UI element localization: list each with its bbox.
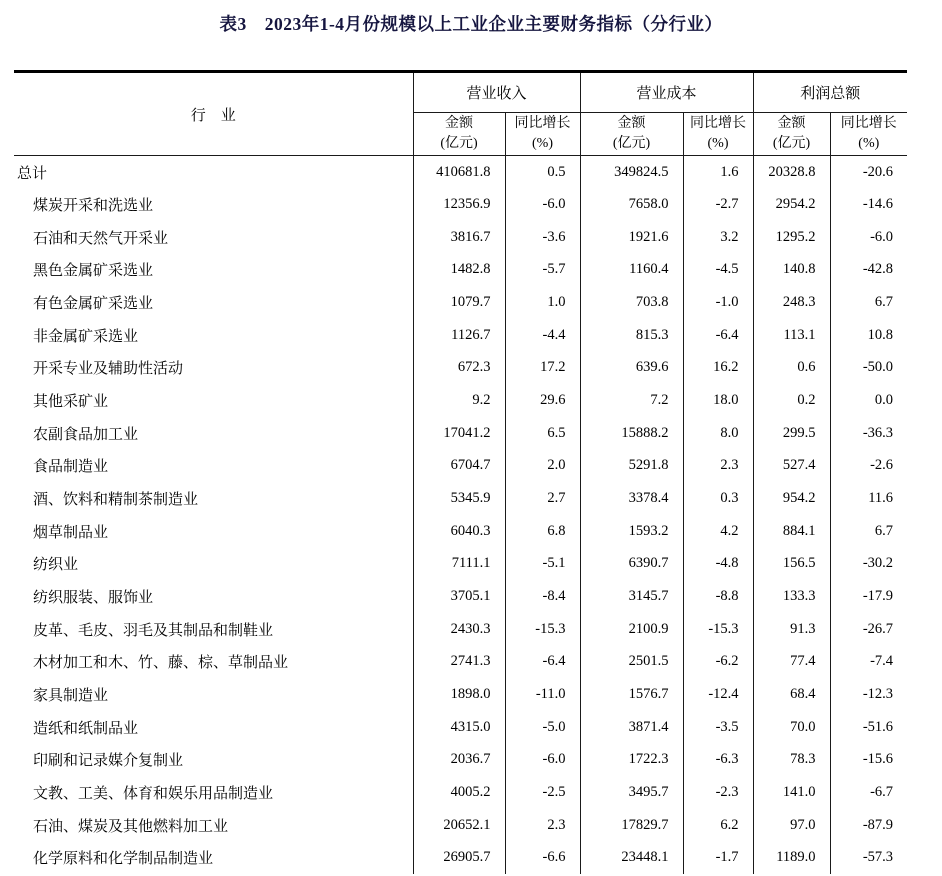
- value-cell: -14.6: [830, 188, 907, 221]
- value-cell: 78.3: [753, 744, 830, 777]
- table-row: [14, 548, 907, 581]
- value-cell: 17041.2: [413, 417, 505, 450]
- financial-indicators-table: [14, 70, 907, 874]
- value-cell: 68.4: [753, 678, 830, 711]
- value-cell: -57.3: [830, 842, 907, 875]
- value-cell: 248.3: [753, 286, 830, 319]
- value-cell: 7658.0: [580, 188, 683, 221]
- value-cell: 26905.7: [413, 842, 505, 875]
- industry-name: 其他采矿业: [33, 394, 109, 411]
- industry-name: 印刷和记录媒介复制业: [33, 753, 184, 770]
- value-cell: 70.0: [753, 711, 830, 744]
- value-cell: -50.0: [830, 352, 907, 385]
- subheader-line2: (亿元): [440, 136, 478, 151]
- value-cell: 527.4: [753, 450, 830, 483]
- value-cell: 15888.2: [580, 417, 683, 450]
- value-cell: -6.7: [830, 776, 907, 809]
- value-cell: 16.2: [683, 352, 753, 385]
- value-cell: 954.2: [753, 482, 830, 515]
- value-cell: 12356.9: [413, 188, 505, 221]
- value-cell: -17.9: [830, 580, 907, 613]
- industry-name: 家具制造业: [33, 688, 109, 705]
- value-cell: 6704.7: [413, 450, 505, 483]
- value-cell: 6.7: [830, 286, 907, 319]
- value-cell: -2.3: [683, 776, 753, 809]
- page-title: 表3 2023年1-4月份规模以上工业企业主要财务指标（分行业）: [219, 14, 723, 34]
- subheader-line1: 金额: [777, 115, 806, 131]
- value-cell: 2501.5: [580, 646, 683, 679]
- value-cell: 672.3: [413, 352, 505, 385]
- value-cell: 113.1: [753, 319, 830, 352]
- value-cell: 20328.8: [753, 156, 830, 189]
- value-cell: 3145.7: [580, 580, 683, 613]
- value-cell: 1295.2: [753, 221, 830, 254]
- industry-name: 造纸和纸制品业: [33, 720, 139, 737]
- value-cell: -3.5: [683, 711, 753, 744]
- subheader-line1: 同比增长: [840, 115, 897, 131]
- table-row: [14, 286, 907, 319]
- subheader-profit-amount: [753, 113, 830, 156]
- value-cell: 5291.8: [580, 450, 683, 483]
- subheader-profit-growth: [830, 113, 907, 156]
- value-cell: 703.8: [580, 286, 683, 319]
- value-cell: -1.0: [683, 286, 753, 319]
- value-cell: 349824.5: [580, 156, 683, 189]
- value-cell: 23448.1: [580, 842, 683, 875]
- value-cell: -15.3: [683, 613, 753, 646]
- value-cell: 2036.7: [413, 744, 505, 777]
- subheader-line1: 同比增长: [514, 115, 571, 131]
- value-cell: 3378.4: [580, 482, 683, 515]
- industry-name: 文教、工美、体育和娱乐用品制造业: [33, 786, 274, 803]
- industry-name: 开采专业及辅助性活动: [33, 361, 184, 378]
- value-cell: -2.7: [683, 188, 753, 221]
- value-cell: 97.0: [753, 809, 830, 842]
- value-cell: 10.8: [830, 319, 907, 352]
- value-cell: 1898.0: [413, 678, 505, 711]
- value-cell: 1126.7: [413, 319, 505, 352]
- value-cell: 0.5: [505, 156, 580, 189]
- value-cell: 6.8: [505, 515, 580, 548]
- value-cell: 6040.3: [413, 515, 505, 548]
- value-cell: 1593.2: [580, 515, 683, 548]
- table-row: [14, 646, 907, 679]
- table-row: [14, 156, 907, 189]
- value-cell: -2.6: [830, 450, 907, 483]
- subheader-cost-growth: [683, 113, 753, 156]
- value-cell: 4315.0: [413, 711, 505, 744]
- subheader-cost-amount: [580, 113, 683, 156]
- value-cell: -5.0: [505, 711, 580, 744]
- industry-name: 食品制造业: [33, 459, 109, 476]
- value-cell: 2954.2: [753, 188, 830, 221]
- value-cell: -6.4: [683, 319, 753, 352]
- value-cell: 7.2: [580, 384, 683, 417]
- value-cell: 1.6: [683, 156, 753, 189]
- industry-name: 煤炭开采和洗选业: [33, 198, 154, 214]
- value-cell: -36.3: [830, 417, 907, 450]
- value-cell: -1.7: [683, 842, 753, 875]
- value-cell: 133.3: [753, 580, 830, 613]
- value-cell: 6390.7: [580, 548, 683, 581]
- value-cell: 0.2: [753, 384, 830, 417]
- value-cell: 0.6: [753, 352, 830, 385]
- value-cell: 410681.8: [413, 156, 505, 189]
- group-header-operating-cost: 营业成本: [580, 72, 753, 113]
- table-row: [14, 580, 907, 613]
- value-cell: -30.2: [830, 548, 907, 581]
- value-cell: 299.5: [753, 417, 830, 450]
- table-row: [14, 352, 907, 385]
- value-cell: 1576.7: [580, 678, 683, 711]
- industry-name: 非金属矿采选业: [33, 328, 139, 345]
- subheader-line1: 同比增长: [690, 115, 747, 131]
- value-cell: 3871.4: [580, 711, 683, 744]
- value-cell: 140.8: [753, 254, 830, 287]
- table-row: [14, 384, 907, 417]
- value-cell: -6.0: [830, 221, 907, 254]
- table-row: [14, 809, 907, 842]
- value-cell: 2.7: [505, 482, 580, 515]
- value-cell: -4.8: [683, 548, 753, 581]
- value-cell: 2.3: [683, 450, 753, 483]
- subheader-line1: 金额: [617, 115, 646, 131]
- subheader-revenue-amount: [413, 113, 505, 156]
- value-cell: -6.6: [505, 842, 580, 875]
- value-cell: 2741.3: [413, 646, 505, 679]
- table-row: [14, 450, 907, 483]
- table-row: [14, 613, 907, 646]
- industry-name: 石油和天然气开采业: [33, 230, 169, 247]
- value-cell: -11.0: [505, 678, 580, 711]
- value-cell: 0.0: [830, 384, 907, 417]
- value-cell: 2100.9: [580, 613, 683, 646]
- value-cell: 815.3: [580, 319, 683, 352]
- table-row: [14, 515, 907, 548]
- industry-name: 木材加工和木、竹、藤、棕、草制品业: [33, 655, 289, 672]
- value-cell: -15.3: [505, 613, 580, 646]
- subheader-line2: (%): [707, 136, 729, 151]
- industry-name: 纺织业: [33, 557, 79, 574]
- table-row: [14, 711, 907, 744]
- value-cell: 156.5: [753, 548, 830, 581]
- subheader-line2: (%): [858, 136, 880, 151]
- industry-name: 皮革、毛皮、羽毛及其制品和制鞋业: [33, 622, 274, 639]
- table-row: [14, 776, 907, 809]
- industry-name: 有色金属矿采选业: [33, 296, 154, 313]
- value-cell: 3705.1: [413, 580, 505, 613]
- value-cell: -6.4: [505, 646, 580, 679]
- value-cell: -3.6: [505, 221, 580, 254]
- table-row: [14, 842, 907, 875]
- table-row: [14, 678, 907, 711]
- value-cell: -6.0: [505, 188, 580, 221]
- value-cell: 884.1: [753, 515, 830, 548]
- industry-name: 黑色金属矿采选业: [33, 263, 154, 280]
- value-cell: 7111.1: [413, 548, 505, 581]
- value-cell: -51.6: [830, 711, 907, 744]
- industry-name: 石油、煤炭及其他燃料加工业: [33, 818, 229, 835]
- value-cell: -8.4: [505, 580, 580, 613]
- value-cell: 1160.4: [580, 254, 683, 287]
- value-cell: -15.6: [830, 744, 907, 777]
- value-cell: -42.8: [830, 254, 907, 287]
- value-cell: -12.4: [683, 678, 753, 711]
- value-cell: 1189.0: [753, 842, 830, 875]
- value-cell: -4.5: [683, 254, 753, 287]
- value-cell: 3816.7: [413, 221, 505, 254]
- subheader-line2: (%): [532, 136, 553, 151]
- subheader-line1: 金额: [445, 115, 473, 131]
- table-row: [14, 482, 907, 515]
- subheader-revenue-growth: [505, 113, 580, 156]
- value-cell: -7.4: [830, 646, 907, 679]
- value-cell: 1482.8: [413, 254, 505, 287]
- table-row: [14, 319, 907, 352]
- value-cell: -5.1: [505, 548, 580, 581]
- group-header-operating-revenue: 营业收入: [413, 72, 580, 113]
- value-cell: -8.8: [683, 580, 753, 613]
- value-cell: 20652.1: [413, 809, 505, 842]
- value-cell: 6.5: [505, 417, 580, 450]
- value-cell: 639.6: [580, 352, 683, 385]
- value-cell: -20.6: [830, 156, 907, 189]
- value-cell: 4.2: [683, 515, 753, 548]
- value-cell: 0.3: [683, 482, 753, 515]
- value-cell: 77.4: [753, 646, 830, 679]
- table-row: [14, 188, 907, 221]
- value-cell: 8.0: [683, 417, 753, 450]
- table-row: [14, 221, 907, 254]
- value-cell: 3.2: [683, 221, 753, 254]
- industry-name: 纺织服装、服饰业: [33, 590, 154, 607]
- value-cell: 1.0: [505, 286, 580, 319]
- value-cell: 6.7: [830, 515, 907, 548]
- value-cell: 2430.3: [413, 613, 505, 646]
- value-cell: 17.2: [505, 352, 580, 385]
- industry-name: 总计: [17, 165, 48, 182]
- value-cell: 3495.7: [580, 776, 683, 809]
- table-header: [14, 72, 907, 156]
- value-cell: -5.7: [505, 254, 580, 287]
- value-cell: 1921.6: [580, 221, 683, 254]
- value-cell: 18.0: [683, 384, 753, 417]
- value-cell: -26.7: [830, 613, 907, 646]
- value-cell: 91.3: [753, 613, 830, 646]
- value-cell: 2.0: [505, 450, 580, 483]
- value-cell: 5345.9: [413, 482, 505, 515]
- industry-name: 农副食品加工业: [33, 426, 139, 443]
- value-cell: 141.0: [753, 776, 830, 809]
- value-cell: 17829.7: [580, 809, 683, 842]
- value-cell: -2.5: [505, 776, 580, 809]
- value-cell: 1079.7: [413, 286, 505, 319]
- value-cell: -6.2: [683, 646, 753, 679]
- industry-name: 烟草制品业: [33, 524, 109, 541]
- value-cell: -4.4: [505, 319, 580, 352]
- industry-column-header: 行 业: [14, 72, 413, 156]
- subheader-line2: (亿元): [772, 136, 811, 151]
- value-cell: 2.3: [505, 809, 580, 842]
- value-cell: -87.9: [830, 809, 907, 842]
- industry-name: 化学原料和化学制品制造业: [33, 851, 214, 868]
- value-cell: -6.0: [505, 744, 580, 777]
- table-row: [14, 417, 907, 450]
- table-row: [14, 254, 907, 287]
- value-cell: 1722.3: [580, 744, 683, 777]
- value-cell: 9.2: [413, 384, 505, 417]
- value-cell: 4005.2: [413, 776, 505, 809]
- value-cell: 6.2: [683, 809, 753, 842]
- industry-name: 酒、饮料和精制茶制造业: [33, 492, 199, 509]
- table-body: [14, 156, 907, 875]
- group-header-total-profit: 利润总额: [753, 72, 907, 113]
- table-row: [14, 744, 907, 777]
- value-cell: 29.6: [505, 384, 580, 417]
- value-cell: -6.3: [683, 744, 753, 777]
- subheader-line2: (亿元): [612, 136, 651, 151]
- group-header-row: [14, 72, 907, 113]
- value-cell: -12.3: [830, 678, 907, 711]
- value-cell: 11.6: [830, 482, 907, 515]
